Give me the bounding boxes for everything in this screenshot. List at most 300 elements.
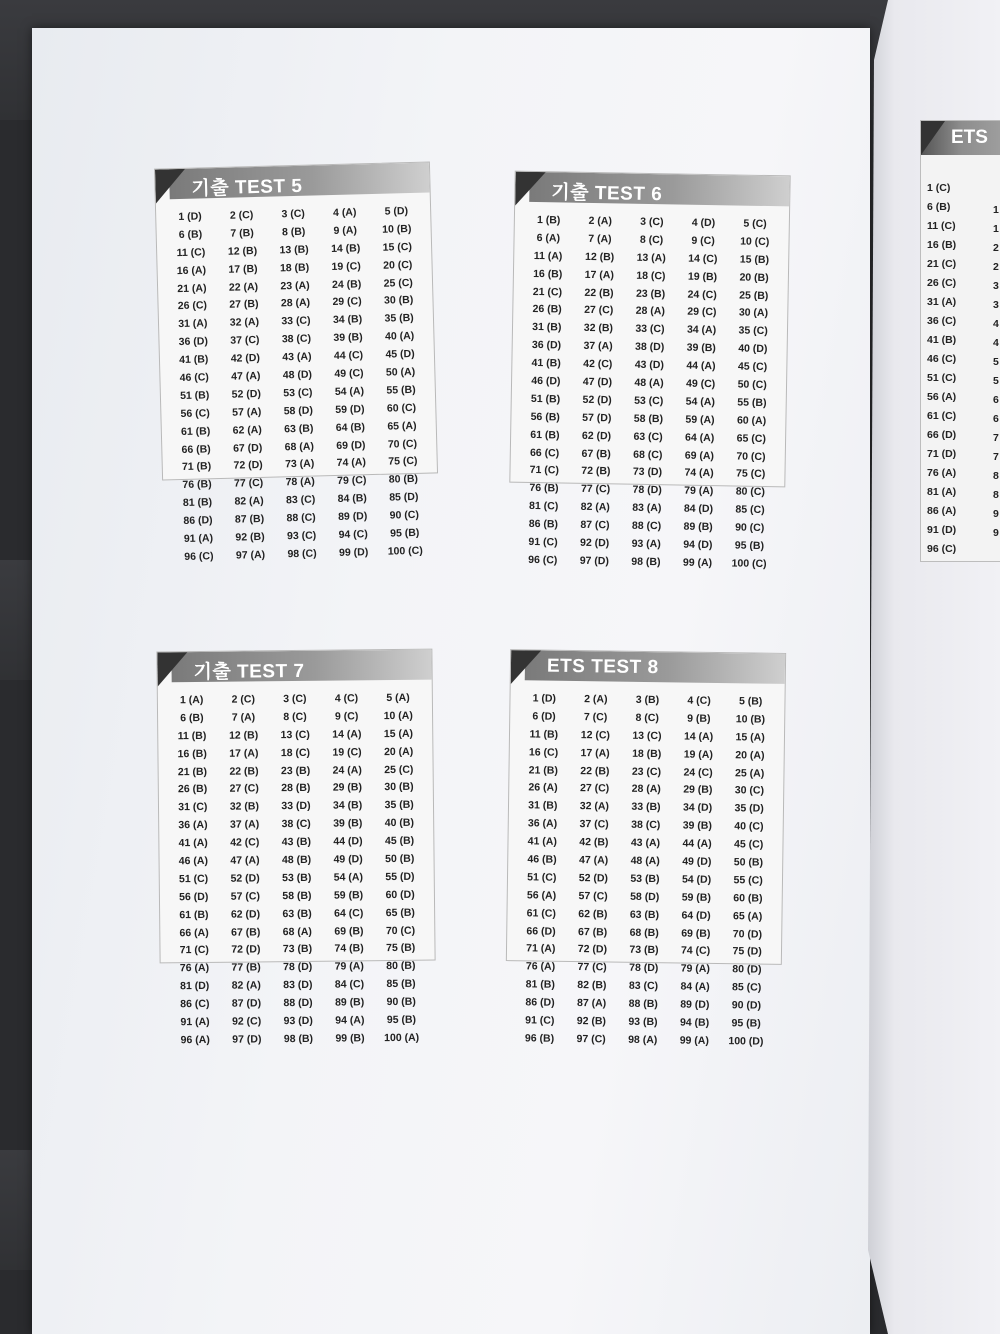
answer-cell: 66 (B) [181, 442, 211, 456]
answer-cell: 67 (B) [231, 925, 261, 939]
answer-cell: 85 (D) [389, 491, 419, 504]
answer-cell: 39 (B) [333, 817, 363, 830]
answer-cell: 91 (A) [183, 532, 214, 546]
answer-cell: 54 (A) [334, 385, 365, 398]
answer-cell: 9 (C) [334, 710, 359, 723]
answer-cell: 48 (A) [630, 854, 660, 868]
answer-cell: 31 (A) [178, 317, 208, 331]
answer-cell: 44 (D) [333, 835, 363, 848]
answer-cell: 49 (D) [333, 853, 363, 866]
answer-cell: 21 (C) [927, 258, 957, 270]
answer-cell: 5 [993, 356, 999, 368]
answer-cell: 43 (A) [282, 350, 312, 364]
answer-cell: 70 (C) [387, 437, 418, 451]
answer-cell: 20 (C) [383, 258, 413, 272]
answer-cell: 87 (B) [234, 513, 265, 526]
answer-cell: 51 (C) [178, 872, 209, 886]
answer-card-test6 [509, 171, 790, 570]
answer-cell: 37 (C) [230, 334, 260, 347]
answer-cell: 27 (B) [229, 298, 259, 312]
answer-cell: 82 (B) [577, 979, 607, 992]
answer-cell: 71 (D) [927, 448, 957, 460]
answer-cell: 79 (C) [337, 474, 367, 488]
answer-cell: 31 (C) [178, 801, 208, 814]
answer-cell: 48 (D) [282, 368, 313, 382]
answer-cell: 5 (B) [738, 695, 763, 708]
card-header [921, 121, 1000, 155]
answer-cell: 38 (C) [281, 818, 311, 831]
answer-cell: 30 (C) [734, 784, 765, 798]
answer-cell: 2 (C) [231, 693, 256, 706]
answer-cell: 87 (C) [580, 518, 610, 532]
answer-cell: 64 (A) [685, 431, 715, 444]
answer-cell: 96 (C) [927, 543, 957, 555]
answer-cell: 89 (B) [334, 996, 365, 1009]
answer-cell: 89 (D) [680, 998, 710, 1012]
answer-cell: 34 (A) [686, 323, 717, 337]
answer-cell: 59 (D) [335, 403, 365, 416]
answer-cell: 25 (C) [384, 763, 414, 776]
answer-cell: 16 (B) [533, 267, 563, 281]
answer-cell: 25 (A) [734, 766, 765, 780]
answer-cell: 57 (A) [232, 405, 262, 419]
answer-cell: 11 (C) [927, 220, 956, 232]
answer-cell: 57 (C) [230, 890, 260, 903]
answer-cell: 35 (C) [738, 324, 768, 338]
answer-cell: 79 (A) [680, 962, 711, 976]
answer-cell: 92 (C) [231, 1015, 262, 1028]
answer-cell: 44 (C) [333, 349, 364, 363]
answer-cell: 28 (B) [281, 782, 311, 795]
answer-cell: 81 (A) [927, 486, 957, 498]
answer-cell: 17 (A) [580, 746, 610, 760]
answer-cell: 56 (A) [526, 889, 557, 902]
answer-cell: 25 (B) [739, 289, 769, 302]
answer-cell: 66 (D) [927, 429, 957, 441]
answer-cell: 82 (A) [231, 979, 261, 992]
answer-cell: 11 (C) [176, 246, 206, 259]
answer-cell: 4 (C) [334, 692, 359, 705]
answer-cell: 6 (B) [180, 711, 204, 725]
answer-cell: 88 (B) [628, 997, 658, 1011]
answer-cell: 75 (B) [386, 942, 416, 955]
answer-cell: 57 (C) [578, 889, 608, 903]
answer-cell: 11 (B) [177, 729, 207, 743]
answer-cell: 86 (C) [180, 998, 210, 1011]
answer-cell: 40 (D) [738, 342, 768, 356]
answer-cell: 47 (A) [230, 854, 260, 867]
answer-cell: 84 (D) [683, 502, 714, 516]
answer-cell: 18 (B) [632, 747, 662, 760]
answer-cell: 95 (B) [734, 539, 765, 553]
answer-cell: 23 (A) [280, 279, 310, 292]
answer-cell: 92 (D) [579, 536, 610, 550]
answer-cell: 75 (C) [735, 467, 766, 481]
answer-cell: 11 (A) [533, 249, 563, 263]
answer-cell: 24 (B) [331, 277, 362, 291]
answer-cell: 93 (D) [283, 1014, 313, 1028]
answer-cell: 80 (C) [735, 485, 766, 499]
answer-cell: 63 (B) [629, 908, 660, 921]
answer-cell: 52 (D) [230, 872, 260, 885]
answer-cell: 25 (C) [383, 276, 413, 290]
header-triangle [157, 652, 187, 686]
answer-cell: 68 (A) [282, 925, 312, 938]
answer-cell: 87 (D) [231, 997, 262, 1010]
card-title: ETS TEST 8 [546, 655, 659, 679]
answer-grid [158, 684, 436, 1050]
answer-cell: 5 (D) [384, 205, 409, 218]
answer-cell: 61 (B) [530, 428, 560, 442]
answer-cell: 66 (D) [526, 924, 556, 938]
answer-cell: 17 (A) [229, 747, 259, 760]
answer-cell: 61 (C) [526, 907, 556, 920]
answer-cell: 53 (B) [630, 872, 660, 886]
answer-cell: 78 (D) [283, 961, 313, 974]
answer-cell: 27 (C) [584, 304, 614, 317]
answer-cell: 56 (B) [530, 410, 560, 424]
answer-cell: 42 (B) [579, 836, 609, 849]
answer-cell: 41 (B) [927, 334, 957, 346]
answer-cell: 78 (A) [285, 475, 315, 489]
answer-cell: 31 (A) [927, 296, 957, 308]
answer-cell: 32 (A) [229, 316, 260, 330]
answer-cell: 42 (C) [230, 836, 260, 849]
answer-cell: 62 (D) [581, 429, 612, 443]
answer-cell: 50 (B) [733, 856, 764, 869]
answer-cell: 30 (B) [384, 781, 414, 794]
answer-cell: 9 [993, 527, 999, 539]
answer-cell: 28 (A) [280, 297, 311, 310]
answer-cell: 86 (B) [528, 518, 559, 531]
answer-cell: 58 (D) [630, 890, 660, 903]
answer-cell: 15 (B) [739, 253, 770, 266]
answer-cell: 94 (B) [679, 1016, 710, 1029]
answer-column-clipped [993, 201, 999, 543]
answer-cell: 56 (A) [927, 391, 957, 403]
answer-cell: 36 (C) [927, 315, 957, 327]
answer-cell: 62 (A) [232, 423, 262, 437]
answer-cell: 9 (B) [687, 712, 711, 725]
card-header [157, 650, 431, 687]
answer-cell: 85 (C) [731, 981, 762, 994]
answer-cell: 72 (D) [231, 943, 261, 957]
answer-cell: 99 (A) [682, 556, 713, 570]
answer-cell: 72 (D) [233, 459, 263, 473]
answer-cell: 14 (A) [332, 728, 362, 741]
answer-card-test5 [154, 161, 438, 563]
answer-cell: 45 (C) [733, 838, 764, 851]
answer-cell: 19 (C) [332, 745, 362, 759]
answer-cell: 4 (D) [691, 216, 716, 230]
answer-cell: 81 (D) [180, 980, 210, 993]
answer-cell: 20 (B) [739, 271, 769, 284]
answer-cell: 22 (B) [584, 286, 614, 299]
answer-cell: 32 (A) [579, 800, 610, 813]
answer-cell: 68 (C) [633, 448, 663, 461]
answer-cell: 53 (C) [634, 394, 664, 408]
answer-cell: 90 (C) [389, 508, 420, 522]
answer-cell: 6 [993, 413, 999, 425]
card-header [515, 172, 790, 211]
answer-cell: 74 (B) [334, 942, 364, 956]
answer-cell: 99 (A) [679, 1034, 710, 1047]
answer-cell: 80 (D) [732, 963, 762, 976]
answer-cell: 18 (C) [636, 269, 666, 282]
answer-cell: 75 (D) [732, 945, 762, 959]
answer-cell: 41 (A) [527, 835, 557, 848]
answer-cell: 7 (C) [583, 711, 608, 724]
answer-cell: 4 [993, 318, 999, 330]
answer-cell: 97 (A) [235, 548, 266, 562]
answer-cell: 71 (A) [526, 942, 556, 956]
answer-cell: 71 (C) [529, 464, 560, 477]
answer-cell: 51 (C) [927, 372, 957, 384]
answer-cell: 70 (C) [385, 924, 416, 937]
answer-cell: 76 (A) [927, 467, 957, 479]
answer-cell: 96 (C) [528, 553, 558, 567]
answer-cell: 11 (B) [529, 728, 559, 741]
answer-cell: 46 (D) [531, 374, 561, 388]
answer-cell: 43 (D) [634, 358, 665, 372]
answer-cell: 62 (B) [578, 907, 608, 921]
answer-cell: 8 (C) [639, 233, 664, 247]
answer-cell: 51 (C) [527, 871, 557, 884]
answer-cell: 78 (D) [632, 484, 662, 497]
answer-cell: 49 (C) [685, 377, 716, 391]
answer-cell: 41 (B) [179, 353, 209, 367]
answer-cell: 52 (D) [578, 871, 609, 885]
answer-cell: 33 (B) [631, 801, 661, 814]
answer-cell: 24 (C) [683, 766, 713, 779]
card-header [511, 650, 785, 688]
answer-cell: 88 (C) [631, 519, 662, 533]
answer-cell: 85 (C) [735, 503, 765, 517]
answer-cell: 9 [993, 508, 999, 520]
answer-cell: 100 (C) [387, 544, 423, 558]
answer-cell: 57 (D) [582, 411, 612, 425]
answer-cell: 62 (D) [230, 908, 261, 921]
answer-cell: 49 (C) [334, 367, 364, 381]
answer-cell: 90 (C) [735, 521, 765, 535]
answer-cell: 13 (A) [636, 251, 666, 265]
answer-cell: 2 [993, 242, 999, 254]
answer-cell: 74 (C) [680, 944, 711, 958]
answer-cell: 83 (A) [632, 501, 662, 515]
answer-cell: 13 (C) [280, 728, 310, 741]
answer-cell: 32 (B) [229, 800, 260, 814]
answer-cell: 6 (B) [178, 228, 203, 241]
answer-cell: 21 (B) [177, 765, 208, 778]
answer-cell: 45 (B) [384, 834, 415, 848]
answer-cell: 29 (C) [687, 306, 717, 319]
answer-cell: 8 (C) [283, 710, 307, 724]
answer-cell: 22 (A) [228, 280, 259, 294]
answer-cell: 71 (B) [181, 460, 212, 474]
answer-cell: 16 (C) [528, 746, 559, 759]
answer-cell: 12 (B) [584, 250, 615, 264]
answer-cell: 2 (C) [229, 209, 254, 222]
answer-cell: 1 (C) [927, 182, 951, 194]
answer-cell: 70 (C) [736, 450, 766, 463]
answer-card-partial [920, 120, 1000, 562]
answer-cell: 91 (A) [180, 1015, 210, 1029]
answer-cell: 45 (C) [737, 360, 768, 374]
answer-cell: 48 (A) [634, 376, 664, 390]
answer-cell: 1 (A) [179, 693, 204, 707]
answer-cell: 98 (C) [287, 547, 317, 561]
answer-cell: 100 (C) [731, 557, 767, 570]
answer-cell: 56 (D) [179, 890, 209, 904]
answer-cell: 38 (C) [631, 819, 661, 832]
answer-cell: 12 (C) [580, 728, 611, 742]
answer-cell: 79 (A) [684, 484, 714, 498]
answer-cell: 93 (B) [628, 1015, 658, 1029]
answer-cell: 78 (D) [629, 962, 659, 975]
answer-cell: 37 (A) [583, 340, 613, 353]
answer-cell: 31 (B) [528, 799, 558, 813]
answer-cell: 3 (C) [281, 207, 306, 221]
answer-cell: 38 (C) [281, 332, 312, 346]
answer-cell: 50 (A) [385, 365, 416, 379]
answer-cell: 42 (D) [230, 352, 261, 365]
answer-cell: 19 (B) [687, 270, 718, 283]
answer-cell: 4 [993, 337, 999, 349]
answer-cell: 98 (B) [283, 1032, 314, 1046]
answer-cell: 14 (C) [688, 252, 718, 265]
answer-cell: 3 [993, 299, 999, 311]
answer-cell: 95 (B) [390, 526, 420, 540]
answer-cell: 97 (D) [579, 554, 610, 568]
answer-cell: 89 (D) [337, 510, 368, 524]
answer-cell: 40 (C) [734, 820, 764, 833]
answer-cell: 6 (D) [532, 710, 556, 723]
answer-cell: 75 (C) [388, 455, 418, 469]
answer-cell: 37 (A) [229, 818, 260, 831]
answer-cell: 86 (A) [927, 505, 957, 517]
answer-cell: 34 (B) [332, 799, 363, 812]
answer-cell: 58 (D) [283, 404, 314, 418]
answer-cell: 26 (A) [528, 781, 558, 795]
answer-cell: 2 [993, 261, 999, 273]
answer-cell: 55 (B) [386, 383, 416, 397]
answer-cell: 8 [993, 489, 999, 501]
answer-cell: 5 [993, 375, 999, 387]
answer-cell: 89 (B) [683, 520, 713, 534]
answer-cell: 5 (A) [386, 691, 410, 705]
answer-cell: 36 (D) [178, 335, 209, 349]
answer-cell: 29 (C) [332, 295, 362, 309]
answer-cell: 7 [993, 451, 999, 463]
answer-cell: 4 (A) [332, 206, 357, 219]
answer-cell: 43 (A) [630, 836, 661, 850]
answer-cell: 15 (A) [383, 727, 414, 740]
answer-cell: 35 (D) [734, 802, 764, 815]
answer-cell: 2 (A) [588, 214, 613, 228]
answer-cell: 40 (B) [384, 817, 415, 830]
answer-cell: 30 (A) [738, 307, 769, 320]
answer-cell: 2 (A) [584, 693, 608, 706]
answer-cell: 26 (C) [927, 277, 957, 289]
answer-cell: 92 (B) [576, 1015, 607, 1028]
answer-grid [506, 684, 785, 1051]
answer-cell: 38 (D) [634, 340, 665, 354]
header-triangle [155, 169, 186, 204]
answer-cell: 22 (B) [580, 764, 610, 778]
card-title: ETS [951, 127, 988, 148]
answer-cell: 45 (D) [385, 348, 415, 361]
answer-cell: 64 (B) [335, 420, 366, 434]
answer-cell: 77 (B) [231, 961, 261, 975]
answer-cell: 47 (D) [582, 375, 613, 389]
answer-cell: 14 (B) [330, 242, 361, 255]
answer-cell: 76 (B) [529, 482, 559, 495]
answer-cell: 58 (B) [282, 889, 312, 902]
answer-cell: 46 (B) [527, 853, 557, 866]
answer-cell: 86 (D) [183, 514, 213, 528]
answer-cell: 12 (B) [228, 729, 259, 742]
answer-cell: 84 (C) [334, 978, 365, 991]
answer-cell: 86 (D) [525, 996, 555, 1009]
answer-cell: 33 (D) [281, 800, 311, 813]
answer-cell: 65 (A) [387, 419, 417, 433]
answer-cell: 39 (B) [682, 819, 713, 833]
answer-cell: 16 (A) [176, 264, 207, 277]
answer-cell: 91 (C) [525, 1014, 555, 1027]
answer-cell: 80 (B) [388, 473, 419, 486]
answer-cell: 34 (D) [682, 801, 713, 815]
answer-cell: 96 (B) [524, 1032, 555, 1045]
answer-cell: 91 (D) [927, 524, 957, 536]
answer-cell: 54 (A) [685, 395, 716, 409]
answer-cell: 100 (D) [728, 1035, 764, 1048]
answer-cell: 99 (D) [338, 546, 369, 559]
answer-cell: 20 (A) [735, 748, 765, 762]
answer-cell: 28 (A) [635, 305, 665, 318]
answer-cell: 4 (C) [687, 694, 711, 707]
answer-cell: 66 (C) [529, 446, 560, 460]
answer-cell: 67 (D) [232, 441, 263, 455]
card-title: 기출 TEST 7 [193, 660, 305, 684]
answer-cell: 55 (D) [385, 870, 415, 883]
answer-cell: 46 (A) [178, 854, 209, 868]
answer-cell: 48 (B) [281, 853, 312, 867]
answer-cell: 71 (C) [179, 944, 209, 957]
answer-cell: 9 (C) [691, 234, 715, 248]
answer-cell: 29 (B) [332, 781, 363, 795]
answer-cell: 95 (B) [386, 1013, 417, 1027]
answer-cell: 74 (A) [684, 467, 714, 480]
answer-cell: 61 (B) [179, 908, 209, 921]
answer-cell: 94 (A) [335, 1014, 365, 1027]
answer-cell: 98 (A) [628, 1033, 658, 1047]
answer-cell: 43 (B) [281, 835, 312, 849]
answer-cell: 95 (B) [731, 1017, 761, 1030]
answer-cell: 7 [993, 432, 999, 444]
answer-cell: 27 (C) [579, 782, 610, 795]
answer-cell: 44 (A) [682, 837, 712, 851]
answer-cell: 81 (C) [528, 500, 559, 513]
answer-cell: 31 (B) [532, 321, 562, 334]
answer-cell: 73 (B) [282, 943, 313, 956]
answer-cell: 76 (A) [525, 960, 556, 974]
answer-cell: 7 (A) [231, 711, 256, 724]
answer-cell: 92 (B) [235, 530, 265, 544]
answer-cell: 34 (B) [332, 313, 363, 327]
answer-cell: 6 (B) [927, 201, 951, 213]
answer-cell: 59 (B) [333, 889, 364, 902]
answer-cell: 50 (C) [737, 378, 767, 392]
